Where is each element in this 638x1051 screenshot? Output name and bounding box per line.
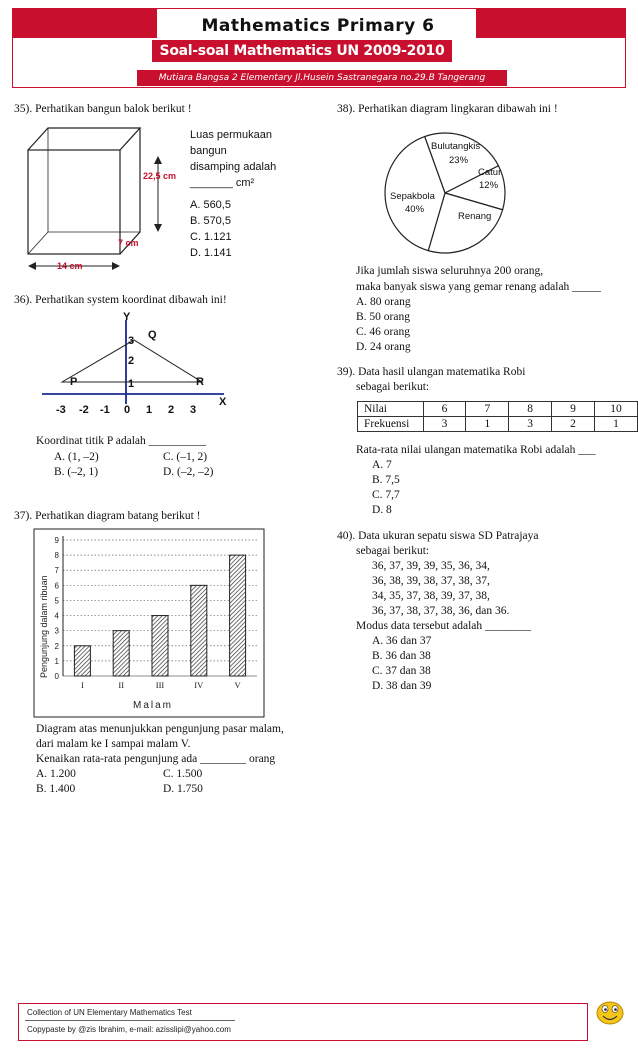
table-cell: 2 (552, 417, 595, 432)
page-header (12, 8, 626, 88)
q40-title: 40). Data ukuran sepatu siswa SD Patrajaya (337, 530, 539, 542)
q36-x-axis-label: X (219, 396, 227, 408)
bar-chart-y-tick: 4 (54, 611, 59, 621)
footer-line-2: Copypaste by @zis Ibrahim, e-mail: azisslipi@yahoo.com (27, 1025, 231, 1034)
bar-chart-y-tick: 3 (54, 626, 59, 636)
q38-title: 38). Perhatikan diagram lingkaran dibawah ini ! (337, 103, 558, 115)
pie-label-bulutangkis: Bulutangkis (431, 141, 481, 152)
pie-value-sepakbola: 40% (405, 204, 425, 215)
q37-question-line: Diagram atas menunjukkan pengunjung pasar malam, (36, 723, 284, 735)
q38-option[interactable]: D. 24 orang (356, 341, 411, 353)
bar-chart-y-tick: 8 (54, 551, 59, 561)
bar-chart-bar (152, 616, 168, 676)
q40-data-line: 36, 37, 38, 37, 38, 36, dan 36. (372, 605, 510, 617)
header-address: Mutiara Bangsa 2 Elementary Jl.Husein Sastranegara no.29.B Tangerang (137, 70, 507, 86)
bar-chart-x-tick: I (80, 680, 84, 690)
q37-question-line: dari malam ke I sampai malam V. (36, 738, 191, 750)
table-cell: 7 (466, 402, 509, 417)
pie-label-catur: Catur (478, 167, 502, 178)
bar-chart-y-tick: 6 (54, 581, 59, 591)
q36-x-tick: -1 (100, 404, 110, 416)
q35-height-label: 22,5 cm (143, 171, 177, 181)
q37-option[interactable]: A. 1.200 (36, 768, 76, 780)
pie-value-catur: 12% (479, 180, 499, 191)
table-cell: 1 (466, 417, 509, 432)
q38-option[interactable]: C. 46 orang (356, 326, 410, 338)
q36-y-axis-label: Y (123, 311, 131, 323)
width-arrow-head (28, 262, 36, 270)
table-cell: 6 (423, 402, 466, 417)
table-header-cell: Frekuensi (358, 417, 424, 432)
bar-chart-y-tick: 5 (54, 596, 59, 606)
bar-chart-x-tick: II (118, 680, 125, 690)
bar-chart-bar (74, 646, 90, 676)
q36-option[interactable]: D. (–2, –2) (163, 466, 214, 478)
table-row (358, 417, 638, 432)
q35-question-line: _______ cm² (190, 177, 255, 189)
q35-option[interactable]: C. 1.121 (190, 231, 232, 243)
q36-y-tick: 3 (128, 335, 135, 347)
q36-x-tick: -3 (56, 404, 66, 416)
q40-question: Modus data tersebut adalah ________ (356, 620, 532, 632)
q36-point-p: P (70, 376, 78, 388)
height-arrow-head (154, 224, 162, 232)
table-cell: 3 (423, 417, 466, 432)
q36-option[interactable]: B. (–2, 1) (54, 466, 99, 478)
table-cell: 10 (594, 402, 637, 417)
q36-x-tick: 1 (146, 404, 153, 416)
q35-title: 35). Perhatikan bangun balok berikut ! (14, 103, 192, 115)
footer-line-1: Collection of UN Elementary Mathematics Test (27, 1008, 192, 1017)
q36-x-tick: 2 (168, 404, 175, 416)
table-cell: 3 (509, 417, 552, 432)
q35-option[interactable]: D. 1.141 (190, 247, 232, 259)
table-cell: 1 (594, 417, 637, 432)
bar-chart-bar (230, 555, 246, 676)
page-footer (18, 1003, 588, 1041)
q40-line2: sebagai berikut: (356, 545, 430, 557)
q36-option[interactable]: A. (1, –2) (54, 451, 99, 463)
q36-x-tick: -2 (79, 404, 89, 416)
header-subtitle: Soal-soal Mathematics UN 2009-2010 (152, 40, 452, 62)
q35-cuboid-figure (18, 118, 198, 273)
bar-chart-bar (113, 631, 129, 676)
q40-data-line: 36, 38, 39, 38, 37, 38, 37, (372, 575, 490, 587)
cuboid-top-edges (28, 128, 140, 150)
q37-option[interactable]: D. 1.750 (163, 783, 203, 795)
bar-chart-y-label: Pengunjung dalam ribuan (39, 575, 49, 678)
bar-chart-y-tick: 9 (54, 536, 59, 545)
q36-point-q: Q (148, 329, 157, 341)
bar-chart-y-tick: 0 (54, 672, 59, 681)
q35-option[interactable]: B. 570,5 (190, 215, 231, 227)
q39-option[interactable]: D. 8 (372, 504, 392, 516)
cuboid-hidden-edge (28, 232, 48, 254)
q35-question-line: Luas permukaan (190, 129, 272, 141)
bar-chart-x-tick: V (234, 680, 241, 690)
q37-bar-chart (33, 528, 265, 718)
q36-y-tick: 1 (128, 378, 135, 390)
height-arrow-head (154, 156, 162, 164)
q36-question: Koordinat titik P adalah __________ (36, 435, 207, 447)
bar-chart-y-tick: 7 (54, 566, 59, 576)
q38-question-line: maka banyak siswa yang gemar renang adalah _____ (356, 281, 601, 293)
q35-depth-label: 7 cm (118, 238, 139, 248)
q37-option[interactable]: C. 1.500 (163, 768, 203, 780)
table-cell: 8 (509, 402, 552, 417)
q38-question-line: Jika jumlah siswa seluruhnya 200 orang, (356, 265, 544, 277)
q35-option[interactable]: A. 560,5 (190, 199, 231, 211)
q39-line2: sebagai berikut: (356, 381, 430, 393)
q36-point-r: R (196, 376, 204, 388)
header-title: Mathematics Primary 6 (201, 16, 435, 36)
header-red-band-left (12, 8, 157, 38)
q36-x-tick: 0 (124, 404, 131, 416)
q40-option[interactable]: C. 37 dan 38 (372, 665, 431, 677)
smiley-icon (594, 998, 626, 1026)
q37-option[interactable]: B. 1.400 (36, 783, 76, 795)
q40-option[interactable]: A. 36 dan 37 (372, 635, 432, 647)
bar-chart-x-tick: III (155, 680, 165, 690)
q39-option[interactable]: B. 7,5 (372, 474, 400, 486)
width-arrow-head (112, 262, 120, 270)
q36-title: 36). Perhatikan system koordinat dibawah ini! (14, 294, 227, 306)
pie-label-renang: Renang (458, 211, 492, 222)
q36-y-tick: 2 (128, 355, 135, 367)
q39-data-table (357, 401, 638, 432)
q39-option[interactable]: C. 7,7 (372, 489, 400, 501)
bar-chart-y-tick: 1 (54, 656, 59, 666)
q35-question-line: bangun (190, 145, 227, 157)
bar-chart-bar (191, 585, 207, 676)
footer-divider (25, 1020, 235, 1021)
pie-value-bulutangkis: 23% (449, 155, 469, 166)
q35-question-line: disamping adalah (190, 161, 277, 173)
bar-chart-y-tick: 2 (54, 641, 59, 651)
q36-option[interactable]: C. (–1, 2) (163, 451, 208, 463)
q39-title: 39). Data hasil ulangan matematika Robi (337, 366, 526, 378)
q40-data-line: 34, 35, 37, 38, 39, 37, 38, (372, 590, 490, 602)
q37-question-line: Kenaikan rata-rata pengunjung ada ________ orang (36, 753, 276, 765)
q35-width-label: 14 cm (57, 261, 83, 271)
q40-data-line: 36, 37, 39, 39, 35, 36, 34, (372, 560, 490, 572)
q38-option[interactable]: A. 80 orang (356, 296, 411, 308)
q39-option[interactable]: A. 7 (372, 459, 392, 471)
table-row (358, 402, 638, 417)
header-red-band-right (476, 8, 626, 38)
table-cell: 9 (552, 402, 595, 417)
q40-option[interactable]: D. 38 dan 39 (372, 680, 432, 692)
q40-option[interactable]: B. 36 dan 38 (372, 650, 431, 662)
bar-chart-x-label: Malam (133, 700, 174, 711)
pie-label-sepakbola: Sepakbola (390, 191, 435, 202)
q39-question: Rata-rata nilai ulangan matematika Robi adalah ___ (356, 444, 596, 456)
table-header-cell: Nilai (358, 402, 424, 417)
q36-x-tick: 3 (190, 404, 197, 416)
q37-title: 37). Perhatikan diagram batang berikut ! (14, 510, 201, 522)
bar-chart-x-tick: IV (194, 680, 204, 690)
q38-option[interactable]: B. 50 orang (356, 311, 410, 323)
